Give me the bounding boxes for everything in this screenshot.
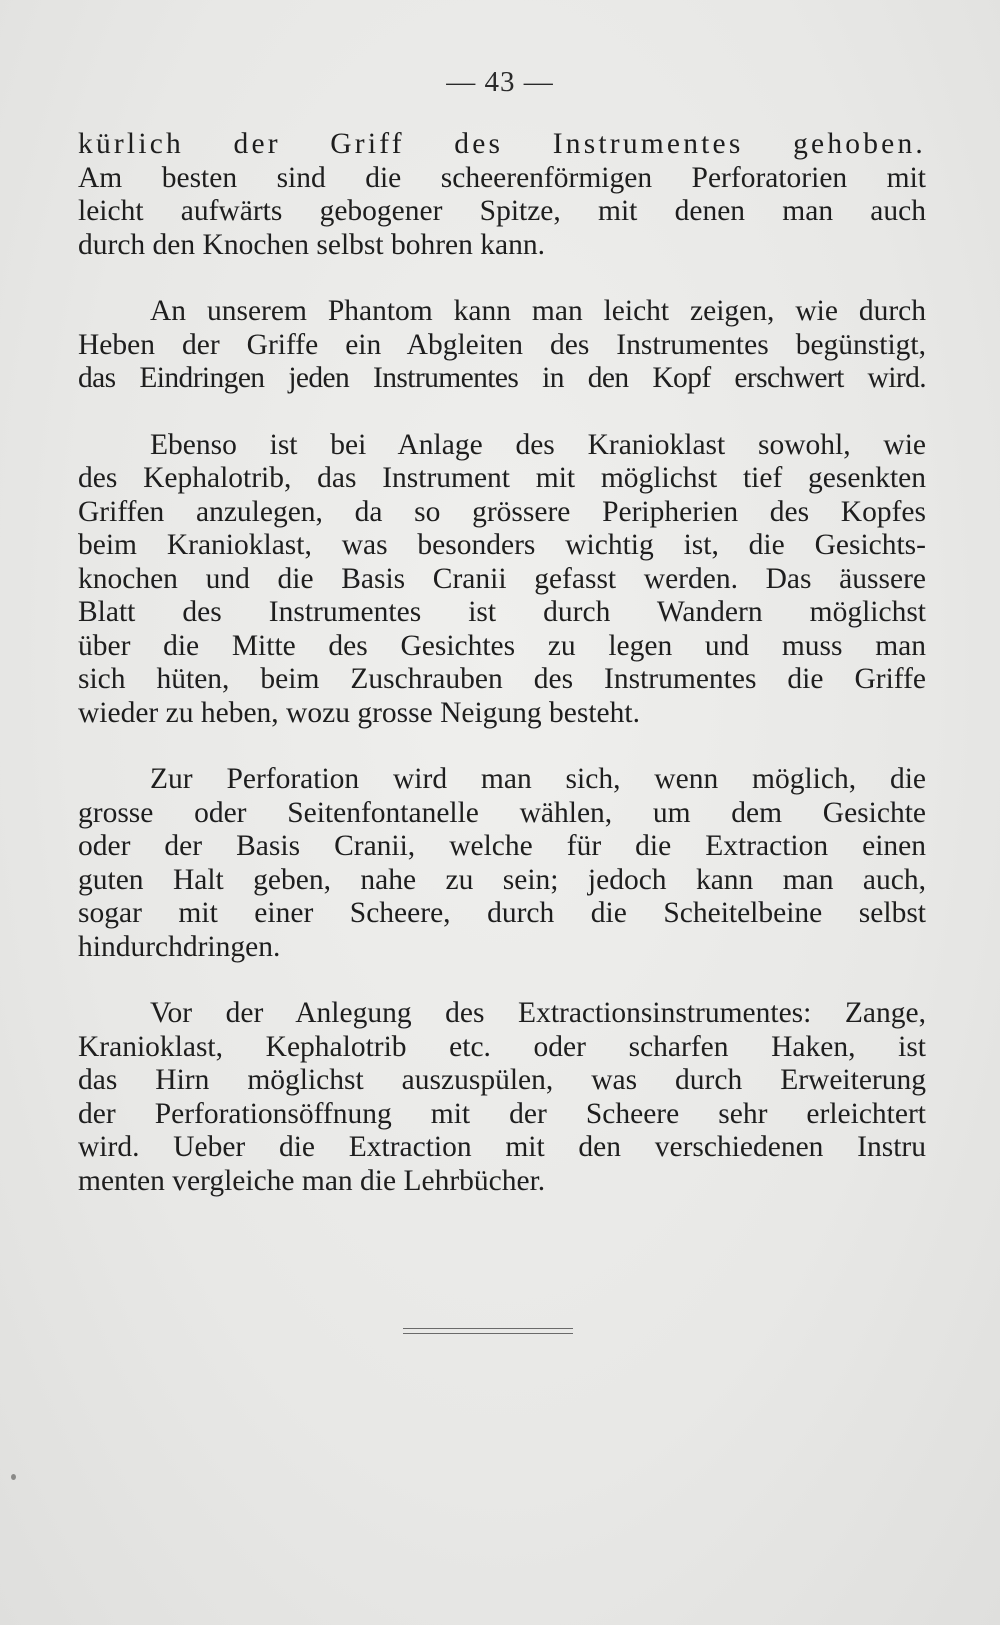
text-line: wird. Ueber die Extraction mit den verschiedenen Instru — [78, 1131, 926, 1163]
text-line: grosse oder Seitenfontanelle wählen, um dem Gesichte — [78, 796, 926, 829]
paragraph-5 — [78, 997, 926, 1198]
paragraph-4 — [78, 763, 926, 964]
text-line: das Hirn möglichst auszuspülen, was durch Erweiterung — [78, 1064, 926, 1096]
text-line: kürlich der Griff des Instrumentes gehoben. — [78, 128, 926, 160]
text-line: das Eindringen jeden Instrumentes in den Kopf erschwert wird. — [78, 362, 926, 394]
text-line: Heben der Griffe ein Abgleiten des Instrumentes begünstigt, — [78, 328, 926, 361]
end-rule — [403, 1328, 573, 1334]
body-text — [78, 128, 926, 1231]
text-line: Zur Perforation wird man sich, wenn möglich, die — [150, 763, 926, 795]
text-line: Ebenso ist bei Anlage des Kranioklast sowohl, wie — [150, 428, 926, 461]
text-line: sogar mit einer Scheere, durch die Scheitelbeine selbst — [78, 897, 926, 929]
text-line: hindurchdringen. — [78, 930, 281, 963]
paper-speck — [11, 1474, 16, 1480]
text-line: über die Mitte des Gesichtes zu legen und muss man — [78, 629, 926, 662]
paragraph-2 — [78, 295, 926, 396]
text-line: guten Halt geben, nahe zu sein; jedoch kann man auch, — [78, 863, 926, 896]
text-line: der Perforationsöffnung mit der Scheere sehr erleichtert — [78, 1097, 926, 1130]
text-line: Vor der Anlegung des Extractionsinstrumentes: Zange, — [150, 997, 926, 1029]
text-line: des Kephalotrib, das Instrument mit möglichst tief gesenkten — [78, 462, 926, 494]
text-line: durch den Knochen selbst bohren kann. — [78, 228, 545, 261]
page-number: — 43 — — [446, 66, 554, 98]
text-line: Griffen anzulegen, da so grössere Peripherien des Kopfes — [78, 495, 926, 528]
text-line: Kranioklast, Kephalotrib etc. oder scharfen Haken, ist — [78, 1030, 926, 1063]
text-line: knochen und die Basis Cranii gefasst werden. Das äussere — [78, 562, 926, 595]
text-line: menten vergleiche man die Lehrbücher. — [78, 1164, 546, 1197]
text-line: leicht aufwärts gebogener Spitze, mit denen man auch — [78, 195, 926, 227]
text-line: Blatt des Instrumentes ist durch Wandern möglichst — [78, 596, 926, 628]
text-line: beim Kranioklast, was besonders wichtig ist, die Gesichts- — [78, 529, 926, 561]
text-line: sich hüten, beim Zuschrauben des Instrumentes die Griffe — [78, 663, 926, 695]
text-line: Am besten sind die scheerenförmigen Perforatorien mit — [78, 161, 926, 194]
paragraph-3 — [78, 429, 926, 731]
text-line: An unserem Phantom kann man leicht zeigen, wie durch — [150, 295, 926, 327]
text-line: wieder zu heben, wozu grosse Neigung besteht. — [78, 696, 640, 729]
paragraph-1 — [78, 128, 926, 262]
text-line: oder der Basis Cranii, welche für die Extraction einen — [78, 830, 926, 862]
